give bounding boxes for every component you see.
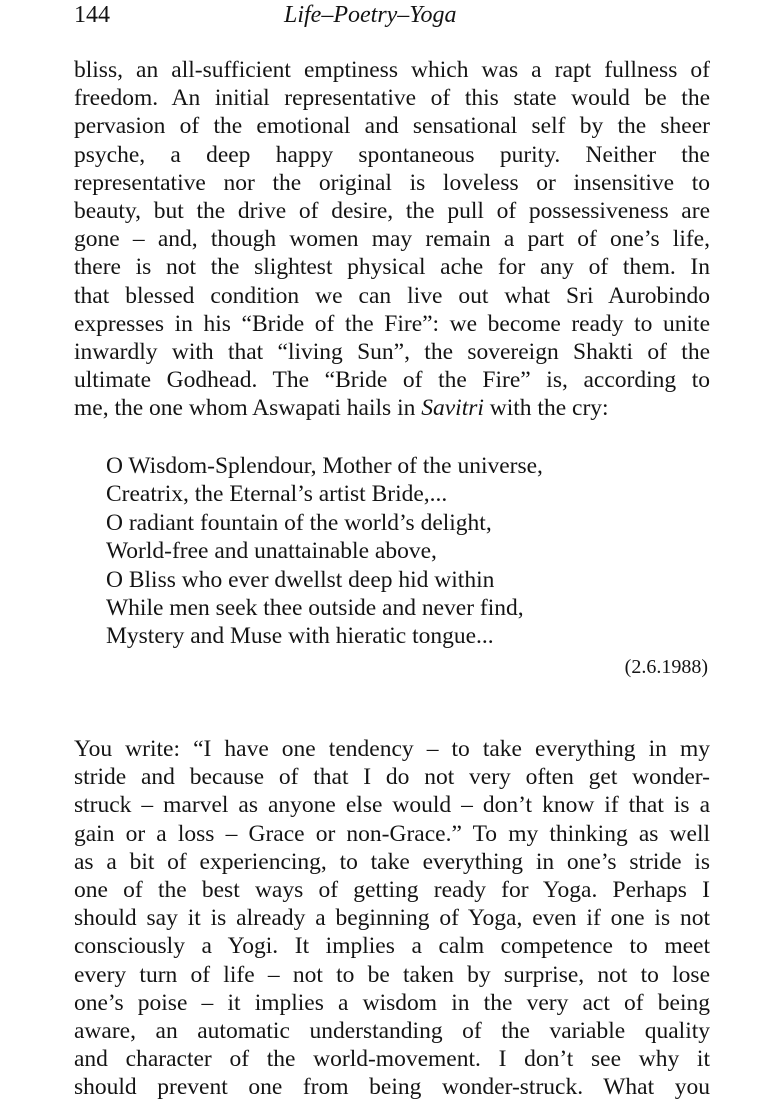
page-number: 144 <box>74 2 110 28</box>
paragraph-line: that blessed condition we can live out what Sri Aurobindo <box>74 282 710 309</box>
verse-line: O Wisdom-Splendour, Mother of the universe, <box>106 453 543 479</box>
paragraph-line: every turn of life – not to be taken by surprise, not to lose <box>74 961 710 988</box>
paragraph-line: expresses in his “Bride of the Fire”: we become ready to unite <box>74 310 710 337</box>
paragraph-line: as a bit of experiencing, to take everything in one’s stride is <box>74 848 710 875</box>
paragraph-line: stride and because of that I do not very often get wonder- <box>74 764 710 791</box>
paragraph-line: there is not the slightest physical ache for any of them. In <box>74 254 710 281</box>
verse-line: Creatrix, the Eternal’s artist Bride,... <box>106 481 448 508</box>
page-header <box>74 0 710 34</box>
paragraph-line: ultimate Godhead. The “Bride of the Fire” is, according to <box>74 367 710 394</box>
paragraph-line: consciously a Yogi. It implies a calm competence to meet <box>74 933 710 960</box>
verse-line: World-free and unattainable above, <box>106 538 437 565</box>
paragraph-line: aware, an automatic understanding of the variable quality <box>74 1017 710 1044</box>
paragraph-line: one’s poise – it implies a wisdom in the very act of being <box>74 989 710 1016</box>
paragraph-line: You write: “I have one tendency – to take everything in my <box>74 736 710 762</box>
paragraph-line: and character of the world-movement. I don’t see why it <box>74 1046 710 1073</box>
verse-line: O radiant fountain of the world’s delight, <box>106 509 492 536</box>
paragraph-line: freedom. An initial representative of this state would be the <box>74 85 710 112</box>
paragraph-line: gone – and, though women may remain a part of one’s life, <box>74 226 710 253</box>
paragraph-line: pervasion of the emotional and sensational self by the sheer <box>74 113 710 140</box>
verse-line: Mystery and Muse with hieratic tongue... <box>106 623 494 650</box>
book-title-savitri: Savitri <box>421 395 484 422</box>
paragraph-line: inwardly with that “living Sun”, the sovereign Shakti of the <box>74 338 710 365</box>
paragraph-line: struck – marvel as anyone else would – don’t know if that is a <box>74 792 710 819</box>
paragraph-2 <box>74 735 710 1101</box>
paragraph-line: beauty, but the drive of desire, the pull of possessiveness are <box>74 197 710 224</box>
paragraph-1 <box>74 56 710 422</box>
paragraph-text: with the cry: <box>483 395 609 422</box>
paragraph-line: psyche, a deep happy spontaneous purity. Neither the <box>74 141 710 168</box>
letter-date: (2.6.1988) <box>624 656 708 678</box>
paragraph-line: bliss, an all-sufficient emptiness which was a rapt fullness of <box>74 57 710 83</box>
verse-quotation <box>106 452 666 651</box>
paragraph-line: gain or a loss – Grace or non-Grace.” To my thinking as well <box>74 820 710 847</box>
verse-line: While men seek thee outside and never find, <box>106 594 524 621</box>
paragraph-line: should prevent one from being wonder-struck. What you <box>74 1074 710 1101</box>
paragraph-line: should say it is already a beginning of Yoga, even if one is not <box>74 905 710 932</box>
verse-line: O Bliss who ever dwellst deep hid within <box>106 566 495 593</box>
paragraph-line: representative nor the original is loveless or insensitive to <box>74 169 710 196</box>
paragraph-last-line <box>74 394 710 422</box>
paragraph-text: me, the one whom Aswapati hails in <box>74 395 422 422</box>
running-title: Life–Poetry–Yoga <box>284 2 457 28</box>
paragraph-line: one of the best ways of getting ready for Yoga. Perhaps I <box>74 876 710 903</box>
